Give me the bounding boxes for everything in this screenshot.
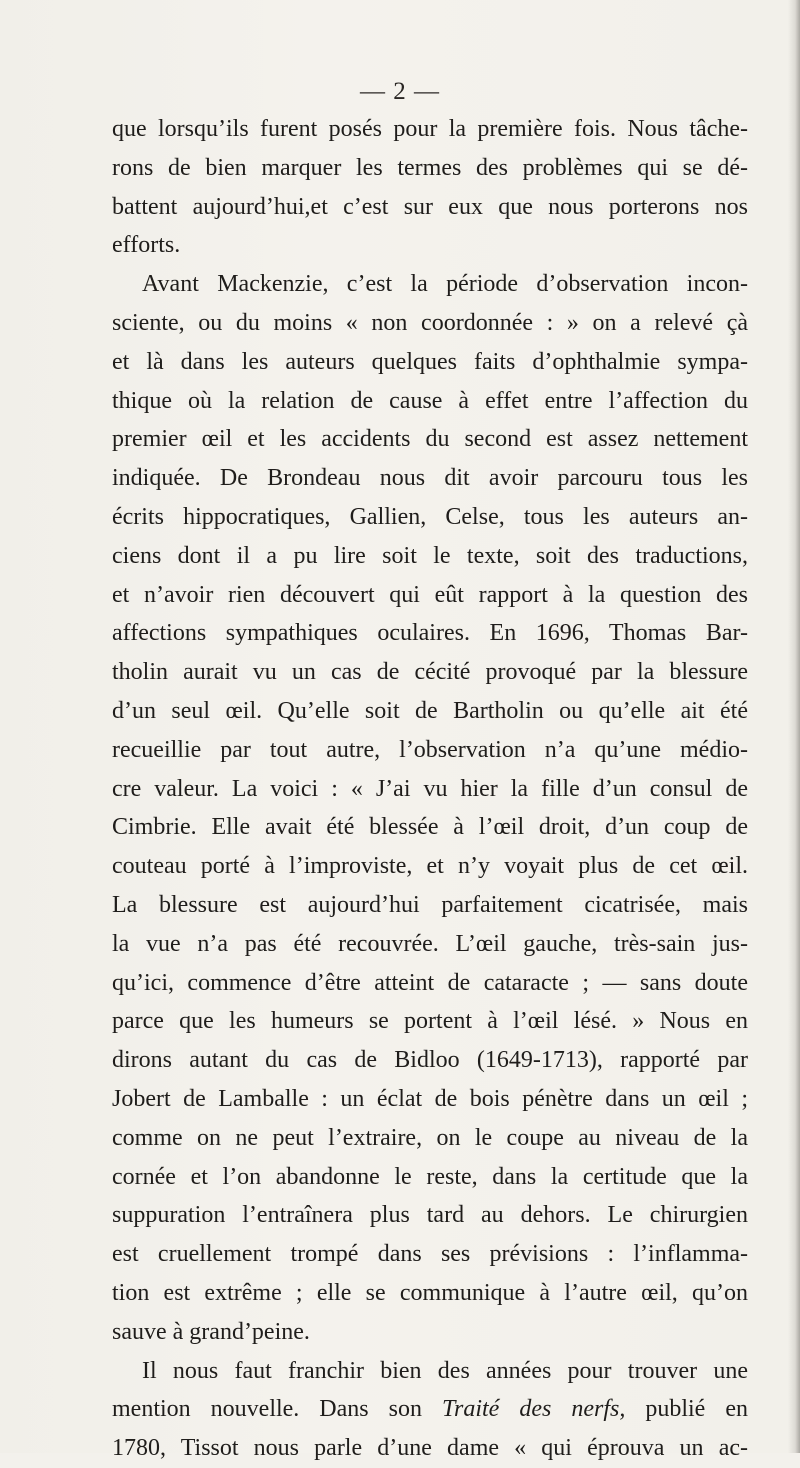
- text-line: recueillie par tout autre, l’observation n’a qu’une médio-: [112, 736, 748, 763]
- text-line: Cimbrie. Elle avait été blessée à l’œil droit, d’un coup de: [112, 814, 748, 841]
- text-line: Avant Mackenzie, c’est la période d’observation incon-: [142, 271, 748, 298]
- text-line: La blessure est aujourd’hui parfaitement cicatrisée, mais: [112, 891, 748, 918]
- text-line: et n’avoir rien découvert qui eût rapport à la question des: [112, 581, 748, 608]
- page-number: — 2 —: [360, 78, 440, 105]
- text-line: comme on ne peut l’extraire, on le coupe au niveau de la: [112, 1124, 748, 1151]
- text-line: couteau porté à l’improviste, et n’y voyait plus de cet œil.: [112, 853, 748, 880]
- text-line: et là dans les auteurs quelques faits d’ophthalmie sympa-: [112, 348, 748, 375]
- text-line: ciens dont il a pu lire soit le texte, soit des traductions,: [112, 542, 748, 569]
- text-line: parce que les humeurs se portent à l’œil lésé. » Nous en: [112, 1008, 748, 1035]
- text-line: tholin aurait vu un cas de cécité provoqué par la blessure: [112, 659, 748, 686]
- text-line: thique où la relation de cause à effet entre l’affection du: [112, 387, 748, 414]
- text-line: cornée et l’on abandonne le reste, dans la certitude que la: [112, 1163, 748, 1190]
- text-line: sciente, ou du moins « non coordonnée : » on a relevé çà: [112, 309, 748, 336]
- text-line: écrits hippocratiques, Gallien, Celse, tous les auteurs an-: [112, 503, 748, 530]
- text-line: rons de bien marquer les termes des problèmes qui se dé-: [112, 154, 748, 181]
- text-line: sauve à grand’peine.: [112, 1318, 310, 1345]
- text-line: affections sympathiques oculaires. En 1696, Thomas Bar-: [112, 620, 748, 647]
- text-line: dirons autant du cas de Bidloo (1649-1713), rapporté par: [112, 1047, 748, 1074]
- text-line: Il nous faut franchir bien des années pour trouver une: [142, 1357, 748, 1384]
- text-line: [112, 1390, 748, 1429]
- text-line: efforts.: [112, 232, 181, 259]
- text-line: tion est extrême ; elle se communique à l’autre œil, qu’on: [112, 1279, 748, 1306]
- text-line: cre valeur. La voici : « J’ai vu hier la fille d’un consul de: [112, 775, 748, 802]
- page-edge-shadow: [788, 0, 800, 1453]
- text-line: d’un seul œil. Qu’elle soit de Bartholin ou qu’elle ait été: [112, 697, 748, 724]
- text-line: que lorsqu’ils furent posés pour la première fois. Nous tâche-: [112, 116, 748, 142]
- text-line: Jobert de Lamballe : un éclat de bois pénètre dans un œil ;: [112, 1085, 748, 1112]
- text-line: qu’ici, commence d’être atteint de cataracte ; — sans doute: [112, 969, 748, 996]
- text-line: la vue n’a pas été recouvrée. L’œil gauche, très-sain jus-: [112, 930, 748, 957]
- text-line: indiquée. De Brondeau nous dit avoir parcouru tous les: [112, 465, 748, 492]
- body-text: [112, 110, 748, 1468]
- text-segment: mention nouvelle. Dans son: [112, 1396, 442, 1423]
- text-line: suppuration l’entraînera plus tard au dehors. Le chirurgien: [112, 1202, 748, 1229]
- text-segment: publié en: [625, 1396, 748, 1423]
- text-line: 1780, Tissot nous parle d’une dame « qui éprouva un ac-: [112, 1435, 748, 1462]
- text-line: est cruellement trompé dans ses prévisions : l’inflamma-: [112, 1241, 748, 1268]
- text-line: battent aujourd’hui,et c’est sur eux que nous porterons nos: [112, 193, 748, 220]
- text-line: premier œil et les accidents du second est assez nettement: [112, 426, 748, 453]
- book-title: Traité des nerfs,: [441, 1396, 626, 1423]
